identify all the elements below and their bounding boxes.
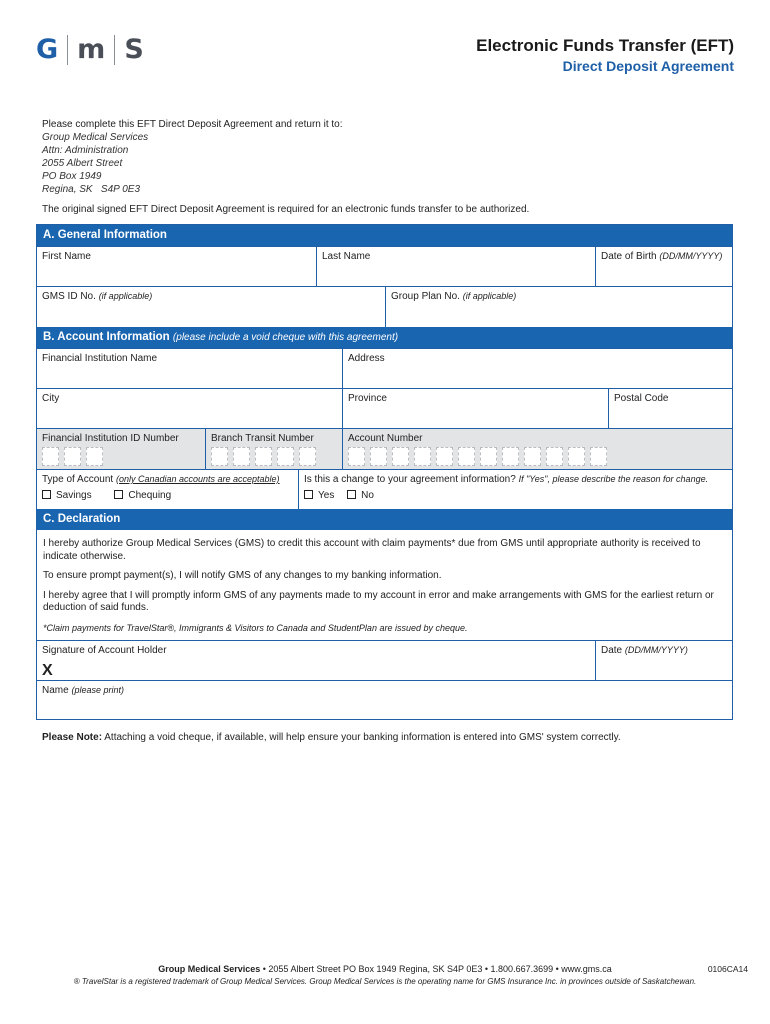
savings-label: Savings (56, 490, 92, 501)
digit-box[interactable] (480, 447, 497, 466)
account-number-boxes (348, 447, 727, 466)
no-label: No (361, 490, 374, 501)
printed-name-field[interactable] (37, 681, 732, 719)
change-question: Is this a change to your agreement information? (304, 474, 516, 485)
digit-box[interactable] (436, 447, 453, 466)
account-type-label: Type of Account (42, 474, 114, 485)
digit-box[interactable] (277, 447, 294, 466)
please-note-label: Please Note: (42, 732, 103, 743)
declaration-paragraph: I hereby agree that I will promptly inform GMS of any payments made to my account in error and make arrangements with GMS for the earliest return or deduction of said funds. (43, 589, 714, 613)
please-note (42, 732, 621, 743)
change-note: If "Yes", please describe the reason for change. (518, 474, 709, 484)
intro-instruction: Please complete this EFT Direct Deposit Agreement and return it to: (42, 119, 343, 130)
last-name-label: Last Name (322, 251, 371, 262)
city-field[interactable] (37, 389, 342, 428)
claim-payment-footnote: *Claim payments for TravelStar®, Immigrants & Visitors to Canada and StudentPlan are issued by cheque. (43, 622, 468, 633)
name-label: Name (42, 685, 69, 696)
change-info-field (298, 470, 732, 509)
footer-company: Group Medical Services (158, 964, 261, 974)
institution-id-boxes (42, 447, 200, 466)
signature-label: Signature of Account Holder (42, 645, 167, 656)
document-title: Electronic Funds Transfer (EFT) (476, 36, 734, 55)
footer (0, 964, 770, 986)
address-line: 2055 Albert Street (42, 158, 123, 169)
original-required-note: The original signed EFT Direct Deposit Agreement is required for an electronic funds transfer to be authorized. (42, 204, 530, 215)
digit-box[interactable] (414, 447, 431, 466)
please-note-text: Attaching a void cheque, if available, will help ensure your banking information is entered into GMS' system correctly. (104, 732, 621, 743)
yes-label: Yes (318, 490, 335, 501)
yes-option[interactable] (304, 490, 334, 501)
chequing-option[interactable] (114, 490, 171, 501)
savings-checkbox[interactable] (42, 490, 51, 499)
account-number-label: Account Number (348, 433, 423, 444)
postal-code-field[interactable] (608, 389, 732, 428)
city-label: City (42, 393, 60, 404)
declaration-paragraph: I hereby authorize Group Medical Services (GMS) to credit this account with claim payments* due from GMS until appropriate authority is received to indicate otherwise. (43, 538, 701, 562)
institution-id-field (37, 429, 205, 469)
province-field[interactable] (342, 389, 608, 428)
postal-code-label: Postal Code (614, 393, 669, 404)
group-plan-label: Group Plan No. (391, 291, 460, 302)
section-c-title: C. Declaration (43, 513, 121, 525)
section-a-header (37, 225, 732, 246)
no-checkbox[interactable] (347, 490, 356, 499)
digit-box[interactable] (233, 447, 250, 466)
date-format: (DD/MM/YYYY) (624, 645, 688, 655)
branch-transit-boxes (211, 447, 337, 466)
logo-letter-g: G (36, 34, 59, 65)
digit-box[interactable] (348, 447, 365, 466)
no-option[interactable] (347, 490, 374, 501)
intro-section (42, 118, 732, 216)
section-c-header (37, 509, 732, 530)
trademark-notice: ® TravelStar is a registered trademark of Group Medical Services. Group Medical Services is the operating name for GMS Insurance Inc. in provinces outside of Saskatchewan. (73, 977, 697, 986)
section-a-title: A. General Information (43, 229, 167, 241)
digit-box[interactable] (546, 447, 563, 466)
institution-id-label: Financial Institution ID Number (42, 433, 179, 444)
digit-box[interactable] (299, 447, 316, 466)
account-type-note: (only Canadian accounts are acceptable) (115, 474, 280, 484)
signature-field[interactable] (37, 641, 595, 680)
section-b-header (37, 327, 732, 348)
digit-box[interactable] (590, 447, 607, 466)
document-subtitle: Direct Deposit Agreement (562, 58, 734, 74)
declaration-text (37, 530, 732, 640)
branch-transit-label: Branch Transit Number (211, 433, 314, 444)
digit-box[interactable] (211, 447, 228, 466)
dob-format: (DD/MM/YYYY) (659, 251, 723, 261)
gms-id-field[interactable] (37, 287, 385, 327)
yes-checkbox[interactable] (304, 490, 313, 499)
address-line: Regina, SK S4P 0E3 (42, 184, 141, 195)
branch-transit-field (205, 429, 342, 469)
digit-box[interactable] (86, 447, 103, 466)
eft-form (36, 224, 733, 720)
digit-box[interactable] (42, 447, 59, 466)
first-name-field[interactable] (37, 247, 316, 286)
digit-box[interactable] (568, 447, 585, 466)
signature-date-field[interactable] (595, 641, 732, 680)
digit-box[interactable] (502, 447, 519, 466)
last-name-field[interactable] (316, 247, 595, 286)
province-label: Province (348, 393, 387, 404)
group-plan-note: (if applicable) (462, 291, 517, 301)
institution-name-field[interactable] (37, 349, 342, 388)
gms-id-note: (if applicable) (98, 291, 153, 301)
signature-x-mark: X (42, 662, 53, 679)
section-b-title: B. Account Information (43, 331, 170, 343)
return-address (42, 131, 732, 196)
institution-name-label: Financial Institution Name (42, 353, 158, 364)
declaration-paragraph: To ensure prompt payment(s), I will notify GMS of any changes to my banking information. (43, 570, 442, 581)
document-title-block (476, 36, 734, 75)
logo-letter-m: m (77, 34, 106, 65)
account-number-field (342, 429, 732, 469)
address-line: Attn: Administration (42, 145, 129, 156)
digit-box[interactable] (392, 447, 409, 466)
address-line: PO Box 1949 (42, 171, 102, 182)
footer-contact (0, 964, 770, 974)
logo-letter-s: S (124, 34, 144, 65)
digit-box[interactable] (458, 447, 475, 466)
dob-label: Date of Birth (601, 251, 657, 262)
account-type-field (37, 470, 298, 509)
savings-option[interactable] (42, 490, 92, 501)
name-note: (please print) (71, 685, 124, 695)
chequing-checkbox[interactable] (114, 490, 123, 499)
address-label: Address (348, 353, 385, 364)
date-of-birth-field[interactable] (595, 247, 732, 286)
first-name-label: First Name (42, 251, 91, 262)
section-b-note: (please include a void cheque with this agreement) (172, 332, 399, 343)
address-field[interactable] (342, 349, 732, 388)
form-code: 0106CA14 (707, 964, 748, 974)
date-label: Date (601, 645, 623, 656)
footer-address: • 2055 Albert Street PO Box 1949 Regina, SK S4P 0E3 • 1.800.667.3699 • www.gms.ca (262, 964, 612, 974)
digit-box[interactable] (524, 447, 541, 466)
digit-box[interactable] (255, 447, 272, 466)
gms-id-label: GMS ID No. (42, 291, 96, 302)
digit-box[interactable] (370, 447, 387, 466)
chequing-label: Chequing (128, 490, 172, 501)
address-line: Group Medical Services (42, 132, 149, 143)
gms-logo (36, 34, 153, 66)
group-plan-field[interactable] (385, 287, 732, 327)
digit-box[interactable] (64, 447, 81, 466)
